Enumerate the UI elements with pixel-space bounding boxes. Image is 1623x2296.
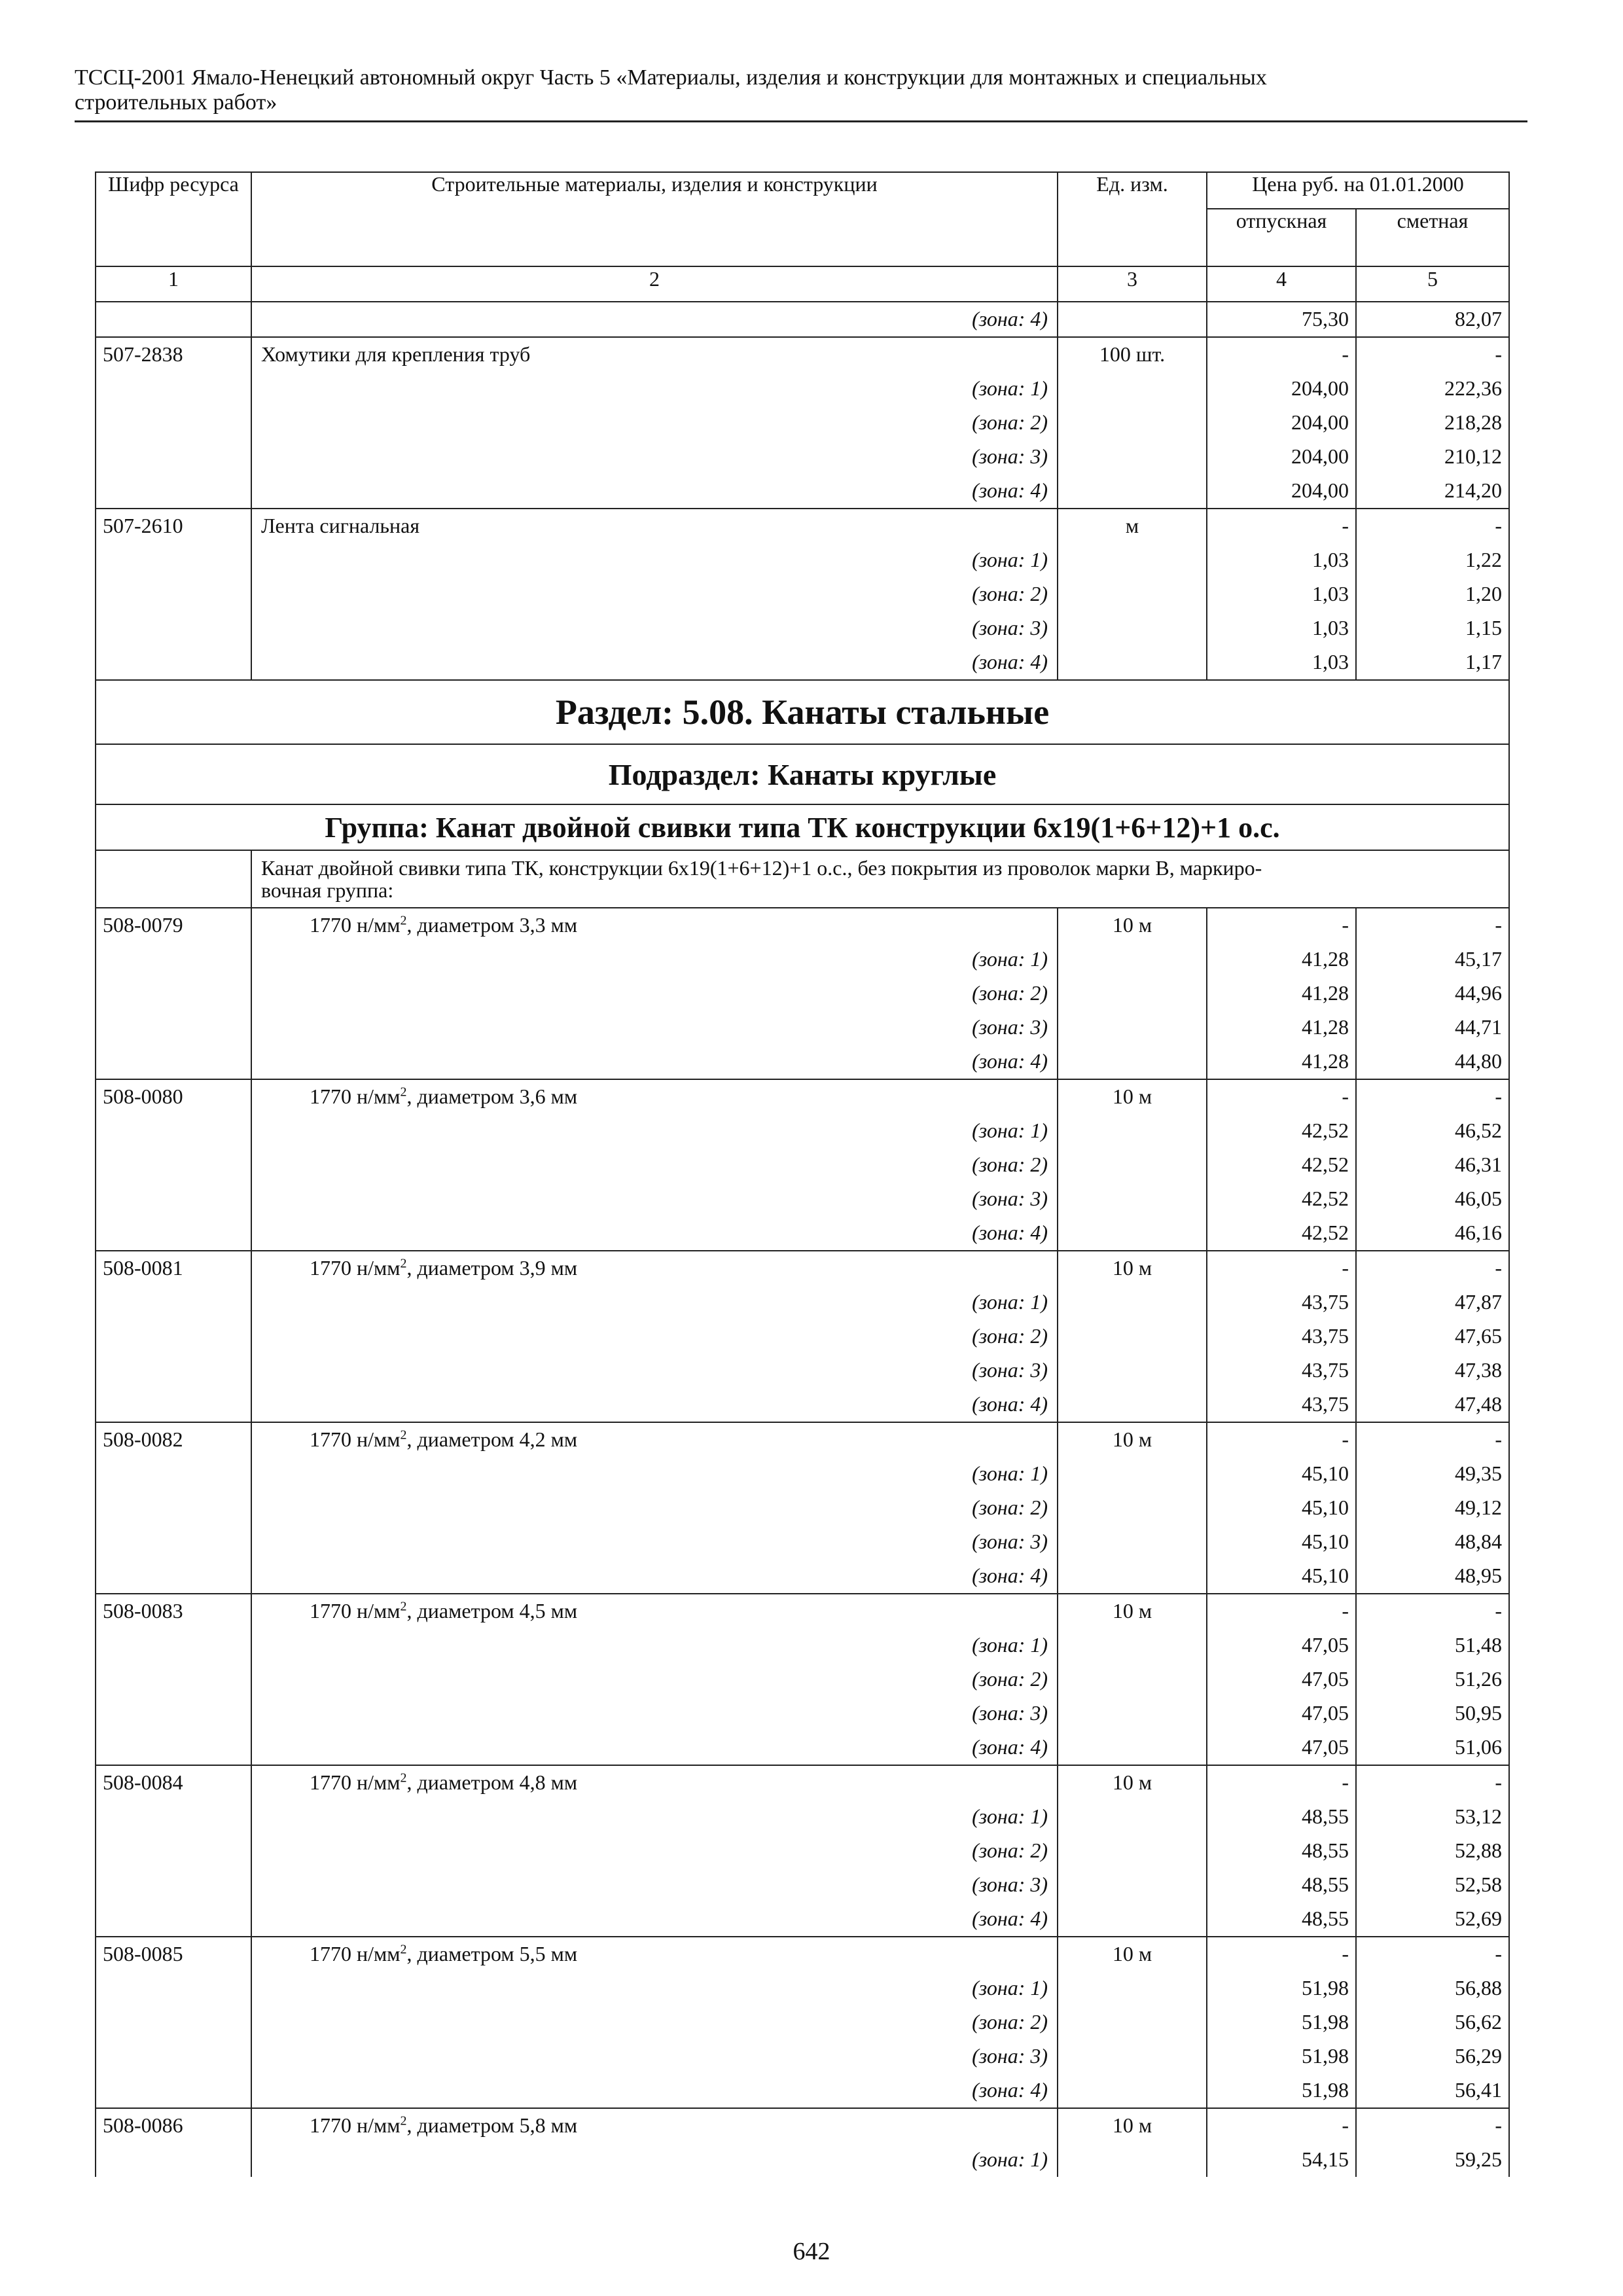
zone-label: (зона: 3) <box>251 1182 1058 1216</box>
col-header-name: Строительные материалы, изделия и конструкции <box>251 172 1058 266</box>
zone-label: (зона: 4) <box>251 1902 1058 1937</box>
unit: 10 м <box>1058 1594 1207 1628</box>
zone-label: (зона: 2) <box>251 1662 1058 1696</box>
table-row <box>96 509 1509 543</box>
unit: м <box>1058 509 1207 543</box>
estimate-price: 48,84 <box>1356 1525 1509 1559</box>
resource-code: 508-0083 <box>96 1594 251 1628</box>
release-price: 204,00 <box>1207 440 1356 474</box>
resource-code: 508-0081 <box>96 1251 251 1285</box>
zone-row <box>96 577 1509 611</box>
zone-row <box>96 1285 1509 1319</box>
estimate-price: 1,22 <box>1356 543 1509 577</box>
zone-row <box>96 1559 1509 1594</box>
resource-code: 507-2838 <box>96 337 251 372</box>
table-row <box>96 1594 1509 1628</box>
release-price: 54,15 <box>1207 2143 1356 2177</box>
subsection-title: Подраздел: Канаты круглые <box>96 744 1509 804</box>
estimate-price: 56,62 <box>1356 2005 1509 2039</box>
release-price: 204,00 <box>1207 406 1356 440</box>
material-name-prefix: 1770 н/мм <box>310 1427 401 1451</box>
carry-row <box>96 302 1509 337</box>
estimate-price: 51,06 <box>1356 1731 1509 1765</box>
estimate-price: - <box>1356 2108 1509 2143</box>
zone-label: (зона: 2) <box>251 577 1058 611</box>
release-price: 43,75 <box>1207 1354 1356 1388</box>
zone-row <box>96 1182 1509 1216</box>
estimate-price: - <box>1356 1251 1509 1285</box>
estimate-price: - <box>1356 509 1509 543</box>
zone-label: (зона: 4) <box>251 302 1058 337</box>
estimate-price: 47,87 <box>1356 1285 1509 1319</box>
release-price: 48,55 <box>1207 1834 1356 1868</box>
zone-row <box>96 372 1509 406</box>
resource-code: 507-2610 <box>96 509 251 543</box>
material-name-superscript: 2 <box>400 913 407 928</box>
zone-label: (зона: 1) <box>251 1628 1058 1662</box>
release-price: - <box>1207 2108 1356 2143</box>
estimate-price: 56,88 <box>1356 1971 1509 2005</box>
estimate-price: 82,07 <box>1356 302 1509 337</box>
release-price: - <box>1207 1079 1356 1114</box>
zone-label: (зона: 4) <box>251 1045 1058 1079</box>
zone-row <box>96 1148 1509 1182</box>
zone-label: (зона: 3) <box>251 1525 1058 1559</box>
material-name-suffix: , диаметром 5,5 мм <box>406 1942 578 1965</box>
zone-row <box>96 1388 1509 1422</box>
release-price: 48,55 <box>1207 1800 1356 1834</box>
zone-label: (зона: 3) <box>251 1011 1058 1045</box>
estimate-price: - <box>1356 908 1509 942</box>
material-name-suffix: , диаметром 4,8 мм <box>406 1770 578 1794</box>
release-price: 51,98 <box>1207 1971 1356 2005</box>
zone-label: (зона: 2) <box>251 1319 1058 1354</box>
zone-row <box>96 611 1509 645</box>
material-name-superscript: 2 <box>400 1942 407 1957</box>
zone-label: (зона: 3) <box>251 440 1058 474</box>
material-name-prefix: 1770 н/мм <box>310 913 401 937</box>
zone-label: (зона: 4) <box>251 474 1058 509</box>
release-price: 1,03 <box>1207 645 1356 680</box>
estimate-price: 53,12 <box>1356 1800 1509 1834</box>
estimate-price: 44,96 <box>1356 977 1509 1011</box>
zone-row <box>96 2073 1509 2108</box>
release-price: 42,52 <box>1207 1148 1356 1182</box>
group-description <box>251 850 1509 908</box>
release-price: - <box>1207 1937 1356 1971</box>
material-name-suffix: , диаметром 3,3 мм <box>406 913 578 937</box>
zone-label: (зона: 2) <box>251 406 1058 440</box>
material-name-superscript: 2 <box>400 2113 407 2128</box>
release-price: 1,03 <box>1207 611 1356 645</box>
estimate-price: 52,69 <box>1356 1902 1509 1937</box>
col-number-2: 2 <box>251 266 1058 302</box>
page-number: 642 <box>793 2238 830 2265</box>
material-name-prefix: 1770 н/мм <box>310 1085 401 1108</box>
estimate-price: 210,12 <box>1356 440 1509 474</box>
release-price: 43,75 <box>1207 1388 1356 1422</box>
release-price: 51,98 <box>1207 2039 1356 2073</box>
price-table <box>95 171 1510 2177</box>
release-price: - <box>1207 337 1356 372</box>
zone-label: (зона: 2) <box>251 2005 1058 2039</box>
zone-label: (зона: 3) <box>251 1696 1058 1731</box>
release-price: 41,28 <box>1207 942 1356 977</box>
estimate-price: 214,20 <box>1356 474 1509 509</box>
material-name-suffix: , диаметром 5,8 мм <box>406 2113 578 2137</box>
table-row <box>96 908 1509 942</box>
estimate-price: 47,48 <box>1356 1388 1509 1422</box>
table-row <box>96 1937 1509 1971</box>
release-price: 42,52 <box>1207 1182 1356 1216</box>
section-title: Раздел: 5.08. Канаты стальные <box>96 680 1509 744</box>
col-number-3: 3 <box>1058 266 1207 302</box>
estimate-price: 52,88 <box>1356 1834 1509 1868</box>
estimate-price: 45,17 <box>1356 942 1509 977</box>
release-price: 45,10 <box>1207 1457 1356 1491</box>
resource-code: 508-0085 <box>96 1937 251 1971</box>
estimate-price: 51,26 <box>1356 1662 1509 1696</box>
estimate-price: 52,58 <box>1356 1868 1509 1902</box>
material-name-prefix: 1770 н/мм <box>310 1599 401 1623</box>
resource-code: 508-0082 <box>96 1422 251 1457</box>
zone-label: (зона: 4) <box>251 1216 1058 1251</box>
zone-row <box>96 1319 1509 1354</box>
material-name-suffix: , диаметром 4,5 мм <box>406 1599 578 1623</box>
estimate-price: 46,16 <box>1356 1216 1509 1251</box>
estimate-price: 51,48 <box>1356 1628 1509 1662</box>
release-price: - <box>1207 1422 1356 1457</box>
zone-label: (зона: 2) <box>251 1834 1058 1868</box>
unit: 10 м <box>1058 1422 1207 1457</box>
table-row <box>96 1251 1509 1285</box>
material-name-superscript: 2 <box>400 1599 407 1614</box>
release-price: - <box>1207 1765 1356 1800</box>
header-rule <box>75 120 1527 122</box>
zone-row <box>96 1868 1509 1902</box>
release-price: 1,03 <box>1207 577 1356 611</box>
estimate-price: 1,20 <box>1356 577 1509 611</box>
material-name <box>251 908 1058 942</box>
zone-row <box>96 2005 1509 2039</box>
zone-label: (зона: 4) <box>251 645 1058 680</box>
release-price: 45,10 <box>1207 1491 1356 1525</box>
zone-row <box>96 1834 1509 1868</box>
estimate-price: 1,15 <box>1356 611 1509 645</box>
zone-row <box>96 1696 1509 1731</box>
zone-label: (зона: 4) <box>251 1559 1058 1594</box>
release-price: - <box>1207 908 1356 942</box>
resource-code: 508-0084 <box>96 1765 251 1800</box>
material-name <box>251 1937 1058 1971</box>
table-row <box>96 1765 1509 1800</box>
group-description-line-1: Канат двойной свивки типа ТК, конструкции 6х19(1+6+12)+1 о.с., без покрытия из проволок марки В, маркиро- <box>261 856 1262 880</box>
release-price: - <box>1207 509 1356 543</box>
release-price: - <box>1207 1251 1356 1285</box>
release-price: 47,05 <box>1207 1662 1356 1696</box>
header-line-2: строительных работ» <box>75 90 277 115</box>
zone-row <box>96 977 1509 1011</box>
zone-row <box>96 1216 1509 1251</box>
col-header-price-group: Цена руб. на 01.01.2000 <box>1207 172 1509 209</box>
release-price: 47,05 <box>1207 1731 1356 1765</box>
header-line-1: ТССЦ-2001 Ямало-Ненецкий автономный округ Часть 5 «Материалы, изделия и конструкции для монтажных и специальных <box>75 65 1267 90</box>
material-name-superscript: 2 <box>400 1427 407 1443</box>
estimate-price: 56,41 <box>1356 2073 1509 2108</box>
estimate-price: 46,52 <box>1356 1114 1509 1148</box>
zone-row <box>96 1045 1509 1079</box>
estimate-price: 49,12 <box>1356 1491 1509 1525</box>
estimate-price: - <box>1356 1765 1509 1800</box>
release-price: 47,05 <box>1207 1696 1356 1731</box>
material-name <box>251 2108 1058 2143</box>
release-price: 43,75 <box>1207 1319 1356 1354</box>
estimate-price: 47,65 <box>1356 1319 1509 1354</box>
zone-row <box>96 474 1509 509</box>
material-name <box>251 1422 1058 1457</box>
material-name <box>251 1079 1058 1114</box>
release-price: 41,28 <box>1207 1045 1356 1079</box>
zone-row <box>96 1662 1509 1696</box>
zone-label: (зона: 1) <box>251 1800 1058 1834</box>
zone-row <box>96 1114 1509 1148</box>
release-price: 204,00 <box>1207 474 1356 509</box>
release-price: 204,00 <box>1207 372 1356 406</box>
release-price: 48,55 <box>1207 1868 1356 1902</box>
estimate-price: - <box>1356 337 1509 372</box>
estimate-price: 44,71 <box>1356 1011 1509 1045</box>
resource-code: 508-0079 <box>96 908 251 942</box>
estimate-price: 222,36 <box>1356 372 1509 406</box>
zone-label: (зона: 1) <box>251 543 1058 577</box>
estimate-price: - <box>1356 1937 1509 1971</box>
unit: 10 м <box>1058 908 1207 942</box>
col-number-1: 1 <box>96 266 251 302</box>
zone-label: (зона: 1) <box>251 372 1058 406</box>
zone-row <box>96 1902 1509 1937</box>
unit: 10 м <box>1058 1765 1207 1800</box>
zone-label: (зона: 4) <box>251 2073 1058 2108</box>
material-name <box>251 1765 1058 1800</box>
estimate-price: 49,35 <box>1356 1457 1509 1491</box>
table-row <box>96 337 1509 372</box>
zone-row <box>96 942 1509 977</box>
zone-row <box>96 2143 1509 2177</box>
col-header-release: отпускная <box>1207 209 1356 266</box>
unit: 10 м <box>1058 1251 1207 1285</box>
zone-label: (зона: 3) <box>251 1354 1058 1388</box>
estimate-price: - <box>1356 1079 1509 1114</box>
unit: 10 м <box>1058 2108 1207 2143</box>
estimate-price: 1,17 <box>1356 645 1509 680</box>
material-name <box>251 1594 1058 1628</box>
release-price: 51,98 <box>1207 2073 1356 2108</box>
zone-row <box>96 1971 1509 2005</box>
zone-row <box>96 1525 1509 1559</box>
material-name-suffix: , диаметром 4,2 мм <box>406 1427 578 1451</box>
zone-label: (зона: 4) <box>251 1388 1058 1422</box>
running-header <box>75 65 1514 115</box>
zone-label: (зона: 1) <box>251 1285 1058 1319</box>
zone-label: (зона: 1) <box>251 942 1058 977</box>
release-price: 48,55 <box>1207 1902 1356 1937</box>
release-price: - <box>1207 1594 1356 1628</box>
release-price: 41,28 <box>1207 1011 1356 1045</box>
table-row <box>96 2108 1509 2143</box>
release-price: 45,10 <box>1207 1559 1356 1594</box>
unit: 10 м <box>1058 1079 1207 1114</box>
material-name: Лента сигнальная <box>251 509 1058 543</box>
zone-row <box>96 1491 1509 1525</box>
zone-label: (зона: 1) <box>251 1114 1058 1148</box>
estimate-price: 50,95 <box>1356 1696 1509 1731</box>
release-price: 45,10 <box>1207 1525 1356 1559</box>
release-price: 41,28 <box>1207 977 1356 1011</box>
material-name-prefix: 1770 н/мм <box>310 2113 401 2137</box>
zone-row <box>96 2039 1509 2073</box>
material-name-suffix: , диаметром 3,9 мм <box>406 1256 578 1280</box>
material-name-superscript: 2 <box>400 1085 407 1100</box>
zone-row <box>96 645 1509 680</box>
group-title: Группа: Канат двойной свивки типа ТК конструкции 6х19(1+6+12)+1 о.с. <box>96 804 1509 850</box>
estimate-price: 59,25 <box>1356 2143 1509 2177</box>
estimate-price: 48,95 <box>1356 1559 1509 1594</box>
material-name-prefix: 1770 н/мм <box>310 1942 401 1965</box>
estimate-price: 46,05 <box>1356 1182 1509 1216</box>
group-description-line-2: вочная группа: <box>261 878 394 902</box>
zone-row <box>96 1354 1509 1388</box>
zone-label: (зона: 3) <box>251 611 1058 645</box>
release-price: 1,03 <box>1207 543 1356 577</box>
material-name: Хомутики для крепления труб <box>251 337 1058 372</box>
material-name <box>251 1251 1058 1285</box>
estimate-price: 47,38 <box>1356 1354 1509 1388</box>
zone-label: (зона: 1) <box>251 1457 1058 1491</box>
zone-row <box>96 1011 1509 1045</box>
col-header-code: Шифр ресурса <box>96 172 251 266</box>
zone-label: (зона: 1) <box>251 2143 1058 2177</box>
zone-label: (зона: 4) <box>251 1731 1058 1765</box>
resource-code: 508-0080 <box>96 1079 251 1114</box>
release-price: 42,52 <box>1207 1114 1356 1148</box>
col-number-4: 4 <box>1207 266 1356 302</box>
release-price: 43,75 <box>1207 1285 1356 1319</box>
zone-label: (зона: 2) <box>251 977 1058 1011</box>
zone-label: (зона: 2) <box>251 1148 1058 1182</box>
release-price: 42,52 <box>1207 1216 1356 1251</box>
estimate-price: 56,29 <box>1356 2039 1509 2073</box>
release-price: 51,98 <box>1207 2005 1356 2039</box>
unit: 10 м <box>1058 1937 1207 1971</box>
col-header-estimate: сметная <box>1356 209 1509 266</box>
zone-row <box>96 406 1509 440</box>
release-price: 47,05 <box>1207 1628 1356 1662</box>
material-name-superscript: 2 <box>400 1256 407 1271</box>
material-name-prefix: 1770 н/мм <box>310 1256 401 1280</box>
zone-label: (зона: 2) <box>251 1491 1058 1525</box>
table-row <box>96 1422 1509 1457</box>
zone-label: (зона: 3) <box>251 2039 1058 2073</box>
zone-row <box>96 543 1509 577</box>
table-row <box>96 1079 1509 1114</box>
zone-row <box>96 440 1509 474</box>
estimate-price: - <box>1356 1422 1509 1457</box>
unit: 100 шт. <box>1058 337 1207 372</box>
zone-label: (зона: 3) <box>251 1868 1058 1902</box>
col-header-unit: Ед. изм. <box>1058 172 1207 266</box>
estimate-price: 46,31 <box>1356 1148 1509 1182</box>
estimate-price: 44,80 <box>1356 1045 1509 1079</box>
zone-row <box>96 1800 1509 1834</box>
release-price: 75,30 <box>1207 302 1356 337</box>
zone-row <box>96 1731 1509 1765</box>
estimate-price: 218,28 <box>1356 406 1509 440</box>
col-number-5: 5 <box>1356 266 1509 302</box>
zone-row <box>96 1457 1509 1491</box>
zone-row <box>96 1628 1509 1662</box>
zone-label: (зона: 1) <box>251 1971 1058 2005</box>
estimate-price: - <box>1356 1594 1509 1628</box>
material-name-prefix: 1770 н/мм <box>310 1770 401 1794</box>
resource-code: 508-0086 <box>96 2108 251 2143</box>
material-name-suffix: , диаметром 3,6 мм <box>406 1085 578 1108</box>
material-name-superscript: 2 <box>400 1770 407 1785</box>
